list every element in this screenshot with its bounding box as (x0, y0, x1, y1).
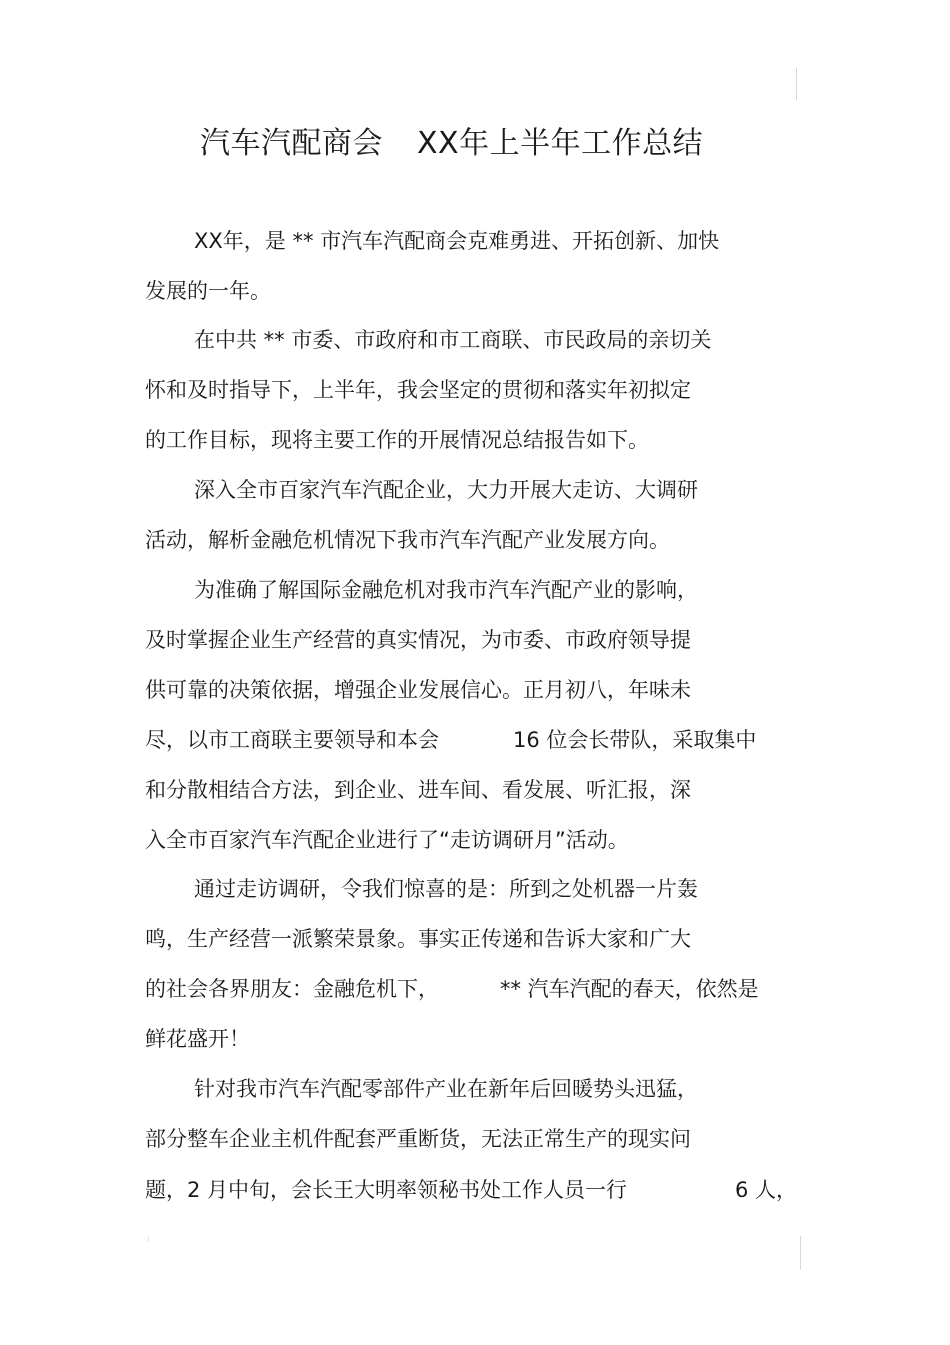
text-line: 针对我市汽车汽配零部件产业在新年后回暖势头迅猛， (194, 1077, 698, 1101)
text-line: 尽，以市工商联主要领导和本会 (145, 728, 439, 752)
text-line: 为准确了解国际金融危机对我市汽车汽配产业的影响， (194, 578, 698, 602)
text-line: XX年，是 ** 市汽车汽配商会克难勇进、开拓创新、加快 (194, 229, 720, 253)
text-line: 通过走访调研，令我们惊喜的是：所到之处机器一片轰 (194, 877, 698, 901)
crop-mark (796, 68, 797, 100)
text-line: 深入全市百家汽车汽配企业，大力开展大走访、大调研 (194, 478, 698, 502)
text-line: 供可靠的决策依据，增强企业发展信心。正月初八，年味未 (145, 678, 691, 702)
text-line: 在中共 ** 市委、市政府和市工商联、市民政局的亲切关 (194, 328, 712, 352)
crop-mark (800, 1236, 801, 1270)
text-line: ** 汽车汽配的春天，依然是 (500, 977, 759, 1001)
document-title (200, 122, 760, 166)
text-line: 6 人， (735, 1178, 798, 1202)
text-line: 怀和及时指导下，上半年，我会坚定的贯彻和落实年初拟定 (145, 378, 691, 402)
text-line: 入全市百家汽车汽配企业进行了“走访调研月”活动。 (145, 828, 629, 852)
crop-mark (148, 1236, 149, 1242)
text-line: 题，2 月中旬，会长王大明率领秘书处工作人员一行 (145, 1178, 628, 1202)
text-line: 的社会各界朋友：金融危机下， (145, 977, 439, 1001)
text-line: 发展的一年。 (145, 279, 271, 303)
title-part-2: XX年上半年工作总结 (417, 126, 704, 161)
text-line: 的工作目标，现将主要工作的开展情况总结报告如下。 (145, 428, 649, 452)
text-line: 部分整车企业主机件配套严重断货，无法正常生产的现实问 (145, 1127, 691, 1151)
text-line: 16 位会长带队，采取集中 (513, 728, 757, 752)
text-line: 及时掌握企业生产经营的真实情况，为市委、市政府领导提 (145, 628, 691, 652)
text-line: 鸣，生产经营一派繁荣景象。事实正传递和告诉大家和广大 (145, 927, 691, 951)
text-line: 活动，解析金融危机情况下我市汽车汽配产业发展方向。 (145, 528, 670, 552)
text-line: 鲜花盛开！ (145, 1027, 250, 1051)
title-part-1: 汽车汽配商会 (200, 126, 383, 161)
text-line: 和分散相结合方法，到企业、进车间、看发展、听汇报，深 (145, 778, 691, 802)
